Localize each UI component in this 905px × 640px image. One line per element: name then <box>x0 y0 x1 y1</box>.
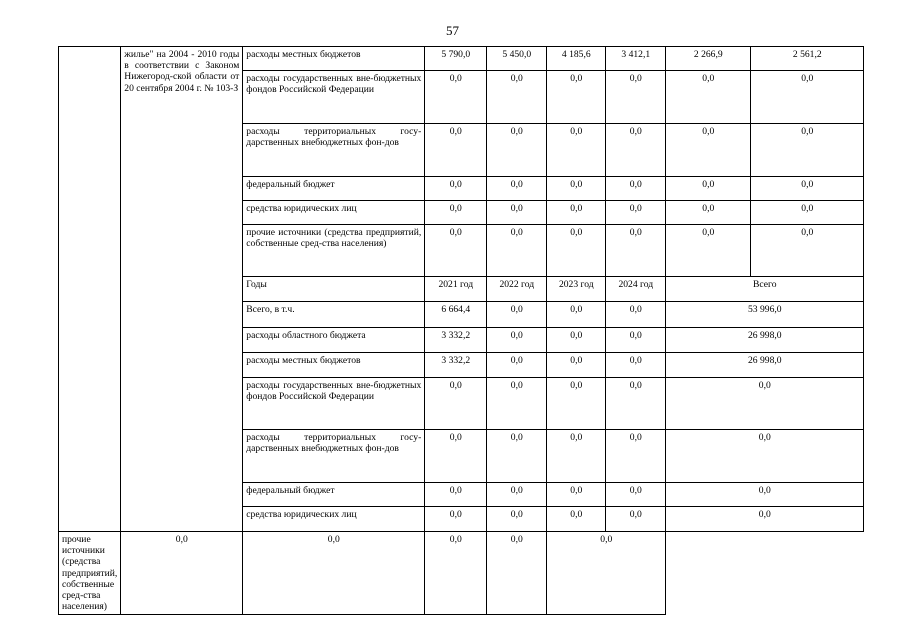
value-cell: 0,0 <box>425 177 487 201</box>
table-row <box>59 532 864 615</box>
row-label: расходы местных бюджетов <box>243 353 425 378</box>
value-cell: 0,0 <box>487 71 547 124</box>
value-cell: 0,0 <box>487 378 547 430</box>
value-cell: 0,0 <box>487 353 547 378</box>
year-header: 2022 год <box>487 277 547 302</box>
value-cell: 0,0 <box>606 225 666 277</box>
value-cell: 0,0 <box>606 124 666 177</box>
total-cell: 0,0 <box>666 483 864 507</box>
value-cell: 0,0 <box>666 201 751 225</box>
value-cell: 0,0 <box>606 302 666 328</box>
table-row <box>59 47 864 71</box>
value-cell: 0,0 <box>751 201 864 225</box>
value-cell: 0,0 <box>487 532 547 615</box>
value-cell: 0,0 <box>547 430 606 483</box>
total-cell: 26 998,0 <box>666 353 864 378</box>
value-cell: 4 185,6 <box>547 47 606 71</box>
row-label: расходы государственных вне-бюджетных фондов Российской Федерации <box>243 71 425 124</box>
value-cell: 0,0 <box>606 353 666 378</box>
year-header: 2023 год <box>547 277 606 302</box>
value-cell: 2 266,9 <box>666 47 751 71</box>
value-cell: 0,0 <box>487 430 547 483</box>
value-cell: 0,0 <box>547 225 606 277</box>
total-cell: 26 998,0 <box>666 328 864 353</box>
value-cell: 0,0 <box>487 201 547 225</box>
value-cell: 0,0 <box>547 124 606 177</box>
total-cell: 0,0 <box>666 430 864 483</box>
total-header: Всего <box>666 277 864 302</box>
value-cell: 0,0 <box>606 378 666 430</box>
program-description: жилье" на 2004 - 2010 годы в соответствии с Законом Нижегород-ской области от 20 сентября 2004 г. № 103-З <box>121 47 243 532</box>
value-cell: 0,0 <box>547 177 606 201</box>
value-cell: 3 332,2 <box>425 328 487 353</box>
value-cell: 2 561,2 <box>751 47 864 71</box>
value-cell: 6 664,4 <box>425 302 487 328</box>
value-cell: 0,0 <box>425 201 487 225</box>
total-cell: 0,0 <box>547 532 666 615</box>
year-header: 2021 год <box>425 277 487 302</box>
value-cell: 0,0 <box>487 225 547 277</box>
value-cell: 0,0 <box>425 532 487 615</box>
value-cell: 0,0 <box>751 71 864 124</box>
value-cell: 0,0 <box>666 71 751 124</box>
value-cell: 0,0 <box>425 124 487 177</box>
row-label: прочие источники (средства предприятий, собственные сред-ства населения) <box>59 532 121 615</box>
years-header-label: Годы <box>243 277 425 302</box>
value-cell: 0,0 <box>487 507 547 532</box>
value-cell: 0,0 <box>547 302 606 328</box>
row-label: расходы территориальных госу-дарственных внебюджетных фон-дов <box>243 430 425 483</box>
value-cell: 3 412,1 <box>606 47 666 71</box>
value-cell: 0,0 <box>487 302 547 328</box>
value-cell: 0,0 <box>751 225 864 277</box>
financing-table <box>58 46 864 615</box>
value-cell: 0,0 <box>487 177 547 201</box>
value-cell: 0,0 <box>666 225 751 277</box>
row-label: расходы областного бюджета <box>243 328 425 353</box>
value-cell: 0,0 <box>606 201 666 225</box>
value-cell: 0,0 <box>425 71 487 124</box>
value-cell: 3 332,2 <box>425 353 487 378</box>
value-cell: 0,0 <box>606 71 666 124</box>
value-cell: 0,0 <box>666 177 751 201</box>
value-cell: 5 450,0 <box>487 47 547 71</box>
value-cell: 0,0 <box>425 483 487 507</box>
value-cell: 0,0 <box>751 124 864 177</box>
value-cell: 0,0 <box>121 532 243 615</box>
year-header: 2024 год <box>606 277 666 302</box>
value-cell: 0,0 <box>487 328 547 353</box>
row-label: средства юридических лиц <box>243 201 425 225</box>
value-cell: 0,0 <box>547 378 606 430</box>
value-cell: 0,0 <box>547 71 606 124</box>
value-cell: 0,0 <box>547 328 606 353</box>
value-cell: 0,0 <box>547 483 606 507</box>
value-cell: 5 790,0 <box>425 47 487 71</box>
value-cell: 0,0 <box>425 378 487 430</box>
number-column-cell <box>59 47 121 532</box>
value-cell: 0,0 <box>425 225 487 277</box>
value-cell: 0,0 <box>547 507 606 532</box>
value-cell: 0,0 <box>751 177 864 201</box>
value-cell: 0,0 <box>547 353 606 378</box>
value-cell: 0,0 <box>666 124 751 177</box>
value-cell: 0,0 <box>487 483 547 507</box>
row-label: федеральный бюджет <box>243 483 425 507</box>
row-label: расходы местных бюджетов <box>243 47 425 71</box>
value-cell: 0,0 <box>547 201 606 225</box>
row-label: прочие источники (средства предприятий, собственные сред-ства населения) <box>243 225 425 277</box>
total-cell: 53 996,0 <box>666 302 864 328</box>
row-label: расходы территориальных госу-дарственных внебюджетных фон-дов <box>243 124 425 177</box>
value-cell: 0,0 <box>606 483 666 507</box>
value-cell: 0,0 <box>606 328 666 353</box>
value-cell: 0,0 <box>425 430 487 483</box>
row-label: федеральный бюджет <box>243 177 425 201</box>
value-cell: 0,0 <box>606 507 666 532</box>
row-label: расходы государственных вне-бюджетных фондов Российской Федерации <box>243 378 425 430</box>
value-cell: 0,0 <box>487 124 547 177</box>
value-cell: 0,0 <box>606 430 666 483</box>
page-number: 57 <box>446 23 459 38</box>
row-label: Всего, в т.ч. <box>243 302 425 328</box>
value-cell: 0,0 <box>425 507 487 532</box>
row-label: средства юридических лиц <box>243 507 425 532</box>
total-cell: 0,0 <box>666 507 864 532</box>
value-cell: 0,0 <box>243 532 425 615</box>
total-cell: 0,0 <box>666 378 864 430</box>
value-cell: 0,0 <box>606 177 666 201</box>
